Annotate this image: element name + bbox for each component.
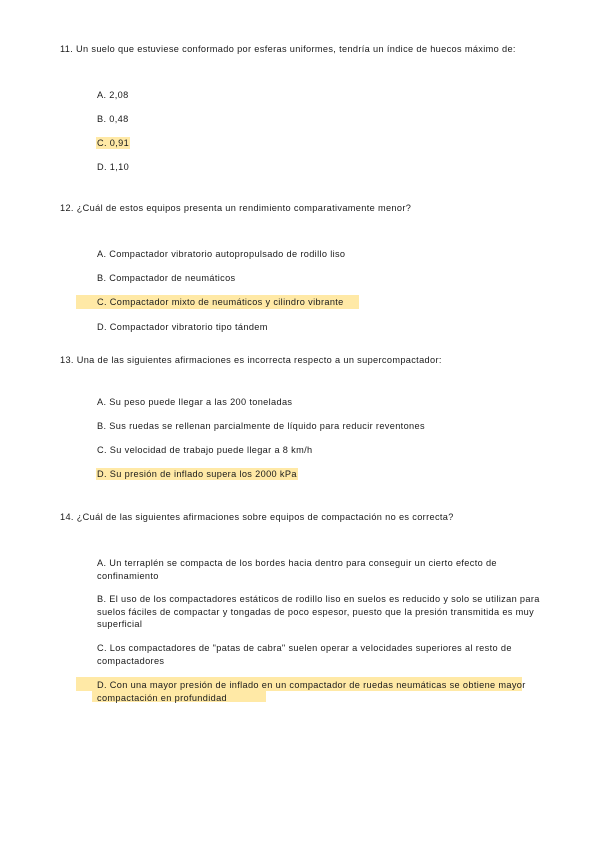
question-11: 11. Un suelo que estuviese conformado por esferas uniformes, tendría un índice de huecos máximo de: xyxy=(60,44,516,54)
q14-option-a: A. Un terraplén se compacta de los bordes hacia dentro para conseguir un cierto efecto de confinamiento xyxy=(97,558,497,581)
q12-option-b: B. Compactador de neumáticos xyxy=(97,273,236,283)
q11-option-c-highlighted: C. 0,91 xyxy=(97,138,130,148)
q12-option-c-highlighted: C. Compactador mixto de neumáticos y cilindro vibrante xyxy=(97,297,344,307)
q14-option-c: C. Los compactadores de "patas de cabra" suelen operar a velocidades superiores al resto de compactadores xyxy=(97,643,512,666)
q14-option-d-highlighted: D. Con una mayor presión de inflado en un compactador de ruedas neumáticas se obtiene mayor compactación en profundidad xyxy=(97,680,526,703)
question-14: 14. ¿Cuál de las siguientes afirmaciones sobre equipos de compactación no es correcta? xyxy=(60,512,454,522)
question-12: 12. ¿Cuál de estos equipos presenta un rendimiento comparativamente menor? xyxy=(60,203,412,213)
q13-option-b: B. Sus ruedas se rellenan parcialmente de líquido para reducir reventones xyxy=(97,421,425,431)
q12-option-d: D. Compactador vibratorio tipo tándem xyxy=(97,322,268,332)
q12-option-a: A. Compactador vibratorio autopropulsado de rodillo liso xyxy=(97,249,346,259)
q14-option-b: B. El uso de los compactadores estáticos de rodillo liso en suelos es reducido y solo se utilizan para suelos fáciles de compactar y tongadas de poco espesor, puesto que la presión transmitida es muy superficial xyxy=(97,594,540,629)
q13-option-a: A. Su peso puede llegar a las 200 toneladas xyxy=(97,397,293,407)
q11-option-d: D. 1,10 xyxy=(97,162,130,172)
q13-option-d-highlighted: D. Su presión de inflado supera los 2000 kPa xyxy=(97,469,297,479)
q11-option-b: B. 0,48 xyxy=(97,114,129,124)
question-13: 13. Una de las siguientes afirmaciones es incorrecta respecto a un supercompactador: xyxy=(60,355,442,365)
q11-option-a: A. 2,08 xyxy=(97,90,129,100)
q13-option-c: C. Su velocidad de trabajo puede llegar a 8 km/h xyxy=(97,445,313,455)
